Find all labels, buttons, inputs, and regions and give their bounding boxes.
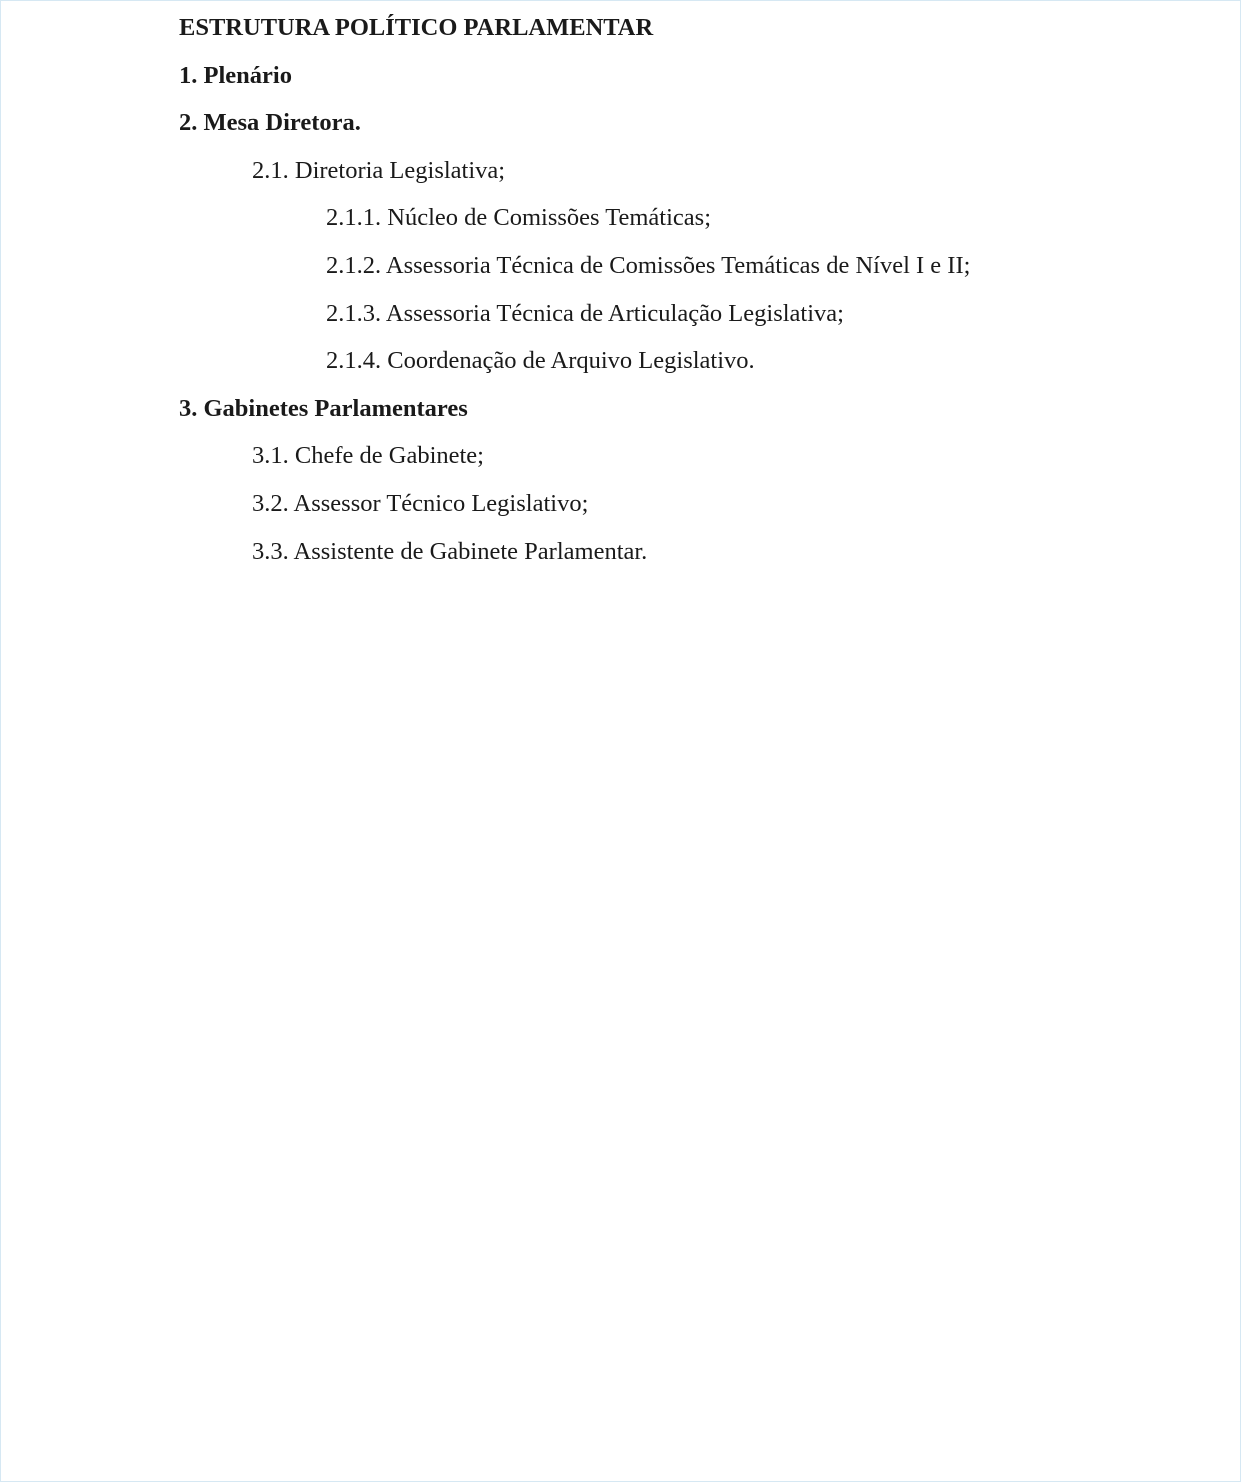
list-item-2-1-2: 2.1.2. Assessoria Técnica de Comissões Temáticas de Nível I e II; [326,252,971,279]
list-item-2: 2. Mesa Diretora. [179,109,361,136]
list-item-3-2: 3.2. Assessor Técnico Legislativo; [252,490,589,517]
list-item-2-1-3: 2.1.3. Assessoria Técnica de Articulação Legislativa; [326,300,844,327]
document-title: ESTRUTURA POLÍTICO PARLAMENTAR [179,14,654,41]
list-item-3-1: 3.1. Chefe de Gabinete; [252,442,484,469]
list-item-2-1: 2.1. Diretoria Legislativa; [252,157,506,184]
list-item-1: 1. Plenário [179,62,292,89]
list-item-2-1-1: 2.1.1. Núcleo de Comissões Temáticas; [326,204,712,231]
list-item-3-3: 3.3. Assistente de Gabinete Parlamentar. [252,538,648,565]
list-item-3: 3. Gabinetes Parlamentares [179,395,468,422]
list-item-2-1-4: 2.1.4. Coordenação de Arquivo Legislativo. [326,347,755,374]
